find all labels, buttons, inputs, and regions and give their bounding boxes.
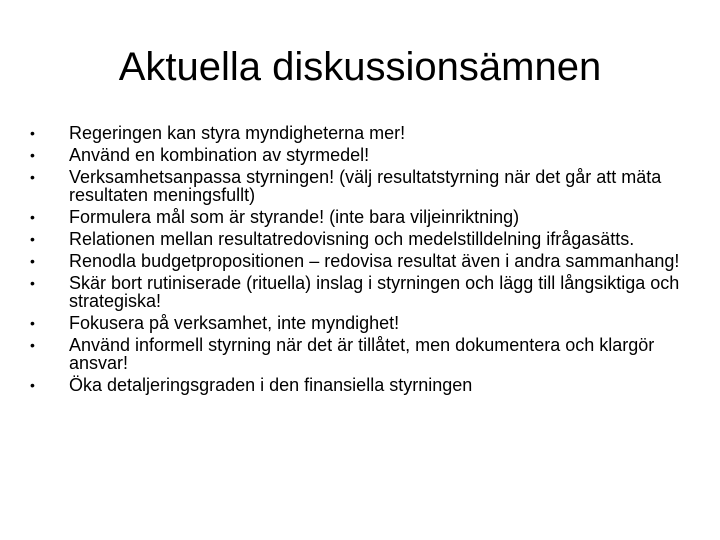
bullet-text: Relationen mellan resultatredovisning och medelstilldelning ifrågasätts.: [69, 229, 635, 249]
slide-title: Aktuella diskussionsämnen: [118, 45, 602, 89]
bullet-text: Fokusera på verksamhet, inte myndighet!: [69, 313, 400, 333]
bullet-dot-icon: •: [30, 147, 35, 163]
bullet-item: [30, 124, 700, 142]
bullet-text: Renodla budgetpropositionen – redovisa resultat även i andra sammanhang!: [69, 251, 680, 271]
bullet-item: [30, 376, 700, 394]
bullet-dot-icon: •: [30, 315, 35, 331]
bullet-text: Skär bort rutiniserade (rituella) inslag i styrningen och lägg till långsiktiga och strategiska!: [69, 273, 680, 311]
bullet-text: Formulera mål som är styrande! (inte bara viljeinriktning): [69, 207, 520, 227]
bullet-item: [30, 146, 700, 164]
bullet-item: [30, 274, 700, 310]
bullet-item: [30, 208, 700, 226]
bullet-text: Verksamhetsanpassa styrningen! (välj resultatstyrning när det går att mäta resultaten meningsfullt): [69, 167, 662, 205]
bullet-dot-icon: •: [30, 209, 35, 225]
bullet-item: [30, 168, 700, 204]
bullet-text: Använd en kombination av styrmedel!: [69, 145, 370, 165]
bullet-item: [30, 230, 700, 248]
bullet-text: Öka detaljeringsgraden i den finansiella styrningen: [69, 375, 473, 395]
bullet-dot-icon: •: [30, 231, 35, 247]
bullet-item: [30, 336, 700, 372]
bullet-list: [30, 124, 700, 398]
bullet-item: [30, 314, 700, 332]
bullet-item: [30, 252, 700, 270]
bullet-dot-icon: •: [30, 125, 35, 141]
bullet-text: Använd informell styrning när det är tillåtet, men dokumentera och klargör ansvar!: [69, 335, 655, 373]
bullet-dot-icon: •: [30, 377, 35, 393]
bullet-dot-icon: •: [30, 253, 35, 269]
bullet-dot-icon: •: [30, 337, 35, 353]
bullet-dot-icon: •: [30, 275, 35, 291]
bullet-text: Regeringen kan styra myndigheterna mer!: [69, 123, 406, 143]
bullet-dot-icon: •: [30, 169, 35, 185]
